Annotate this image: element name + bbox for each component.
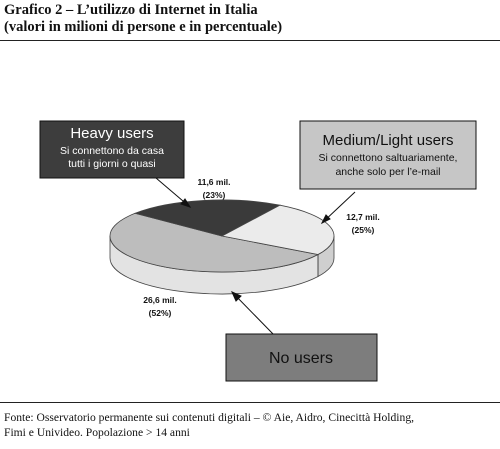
data-label-medium-value: 12,7 mil. (346, 212, 380, 222)
label-heavy-desc1: Si connettono da casa (60, 145, 164, 157)
source-note (4, 410, 496, 440)
label-box-no (226, 334, 377, 381)
data-label-heavy-percent: (23%) (202, 190, 226, 200)
data-label-heavy-value: 11,6 mil. (197, 177, 231, 187)
data-label-medium-percent: (25%) (351, 225, 375, 235)
label-box-medium (300, 121, 476, 189)
bottom-rule (0, 402, 500, 403)
source-line2: Fimi e Univideo. Popolazione > 14 anni (4, 426, 190, 439)
chart-title-line2: (valori in milioni di persone e in percentuale) (4, 19, 283, 35)
data-label-no-value: 26,6 mil. (143, 295, 177, 305)
label-box-heavy (40, 121, 184, 178)
label-medium-name: Medium/Light users (322, 132, 454, 149)
pie-3d (110, 200, 334, 294)
label-heavy-desc2: tutti i giorni o quasi (68, 158, 156, 170)
source-line1: Fonte: Osservatorio permanente sui contenuti digitali – © Aie, Aidro, Cinecittà Holding, (4, 411, 415, 424)
data-label-no-percent: (52%) (148, 308, 172, 318)
label-heavy-name: Heavy users (70, 125, 154, 142)
label-medium-desc1: Si connettono saltuariamente, (318, 152, 458, 164)
label-no-name: No users (268, 350, 334, 367)
label-medium-desc2: anche solo per l’e-mail (335, 166, 441, 178)
chart-title-line1: Grafico 2 – L’utilizzo di Internet in Italia (4, 2, 258, 18)
